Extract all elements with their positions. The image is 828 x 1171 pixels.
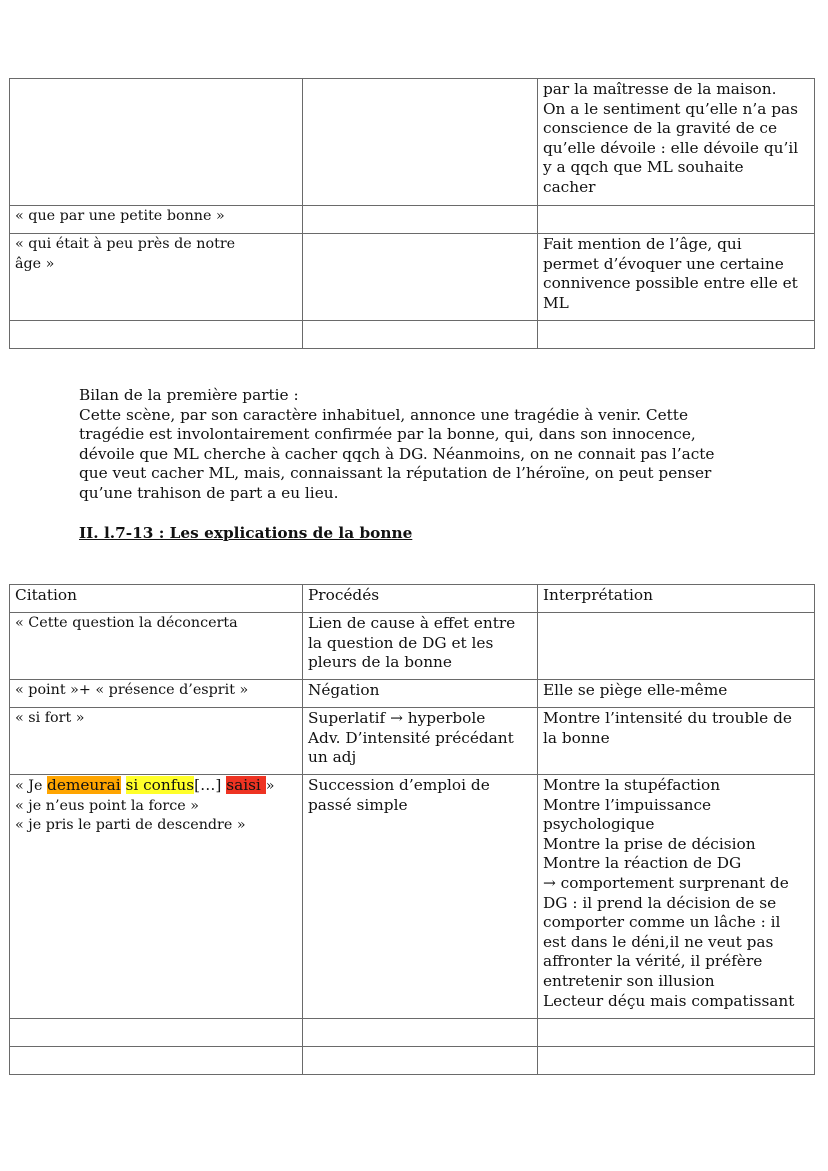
procedes-cell bbox=[303, 206, 538, 234]
procedes-cell bbox=[303, 708, 538, 775]
cell-line: psychologique bbox=[543, 815, 655, 834]
cell-line: y a qqch que ML souhaite bbox=[543, 158, 744, 177]
interpretation-cell bbox=[538, 321, 815, 349]
cell-line: pleurs de la bonne bbox=[308, 653, 452, 672]
interpretation-cell bbox=[538, 1047, 815, 1075]
citation-cell bbox=[10, 79, 303, 206]
cell-line: « Cette question la déconcerta bbox=[15, 615, 238, 631]
cell-line: Lien de cause à effet entre bbox=[308, 614, 516, 632]
citation-lines bbox=[15, 797, 297, 836]
interpretation-cell bbox=[538, 613, 815, 680]
cell-line: Superlatif → hyperbole bbox=[308, 709, 486, 727]
cell-line: la bonne bbox=[543, 728, 610, 747]
cell-line: Montre la réaction de DG bbox=[543, 854, 742, 873]
cell-line: Montre l’impuissance bbox=[543, 795, 712, 814]
interpretation-cell bbox=[538, 775, 815, 1019]
cell-line: « point »+ « présence d’esprit » bbox=[15, 682, 249, 698]
cell-line: comporter comme un lâche : il bbox=[543, 913, 781, 932]
citation-cell bbox=[10, 775, 303, 1019]
interpretation-cell bbox=[538, 79, 815, 206]
cell-line: Succession d’emploi de bbox=[308, 776, 490, 794]
cell-line: Montre la prise de décision bbox=[543, 834, 756, 853]
cell-line: On a le sentiment qu’elle n’a pas bbox=[543, 99, 798, 118]
summary-line: Cette scène, par son caractère inhabituel, annonce une tragédie à venir. Cette bbox=[79, 405, 688, 424]
table-row bbox=[10, 775, 815, 1019]
analysis-table bbox=[9, 584, 815, 1075]
procedes-cell bbox=[303, 680, 538, 708]
column-header-procedes: Procédés bbox=[303, 585, 538, 613]
interpretation-cell bbox=[538, 1019, 815, 1047]
table-row bbox=[10, 206, 815, 234]
interpretation-cell bbox=[538, 680, 815, 708]
summary-line: qu’une trahison de part a eu lieu. bbox=[79, 483, 339, 502]
cell-line: âge » bbox=[15, 255, 55, 272]
citation-cell bbox=[10, 234, 303, 321]
cell-line: qu’elle dévoile : elle dévoile qu’il bbox=[543, 138, 799, 157]
table-row bbox=[10, 680, 815, 708]
table-row bbox=[10, 1019, 815, 1047]
summary-line: dévoile que ML cherche à cacher qqch à DG. Néanmoins, on ne connait pas l’acte bbox=[79, 444, 715, 463]
column-header-interpretation: Interprétation bbox=[538, 585, 815, 613]
summary-title: Bilan de la première partie : bbox=[79, 386, 299, 404]
section-heading: II. l.7-13 : Les explications de la bonne bbox=[79, 524, 413, 542]
cell-line: la question de DG et les bbox=[308, 633, 494, 652]
summary-line: que veut cacher ML, mais, connaissant la réputation de l’héroïne, on peut penser bbox=[79, 464, 712, 483]
section-summary bbox=[79, 386, 759, 504]
cell-line: « si fort » bbox=[15, 710, 85, 726]
table-row bbox=[10, 708, 815, 775]
highlighted-quote-line: « Je demeurai si confus[…] saisi » bbox=[15, 776, 275, 794]
citation-cell bbox=[10, 613, 303, 680]
citation-cell bbox=[10, 680, 303, 708]
citation-cell bbox=[10, 321, 303, 349]
cell-line: Lecteur déçu mais compatissant bbox=[543, 991, 795, 1010]
cell-line: Montre la stupéfaction bbox=[543, 776, 721, 794]
cell-line: cacher bbox=[543, 177, 596, 196]
citation-cell bbox=[10, 708, 303, 775]
procedes-cell bbox=[303, 321, 538, 349]
cell-line: → comportement surprenant de bbox=[543, 873, 789, 892]
table-header-row bbox=[10, 585, 815, 613]
cell-line: « je pris le parti de descendre » bbox=[15, 817, 246, 834]
column-header-citation: Citation bbox=[10, 585, 303, 613]
cell-line: par la maîtresse de la maison. bbox=[543, 80, 777, 98]
cell-line: « je n’eus point la force » bbox=[15, 797, 199, 814]
cell-line: conscience de la gravité de ce bbox=[543, 119, 778, 138]
procedes-cell bbox=[303, 775, 538, 1019]
citation-cell bbox=[10, 206, 303, 234]
cell-line: est dans le déni,il ne veut pas bbox=[543, 932, 774, 951]
table-row bbox=[10, 321, 815, 349]
interpretation-cell bbox=[538, 234, 815, 321]
procedes-cell bbox=[303, 234, 538, 321]
citation-cell bbox=[10, 1047, 303, 1075]
table-row bbox=[10, 79, 815, 206]
cell-line: ML bbox=[543, 293, 569, 312]
cell-line: « qui était à peu près de notre bbox=[15, 236, 236, 252]
procedes-cell bbox=[303, 79, 538, 206]
table-row bbox=[10, 613, 815, 680]
interpretation-cell bbox=[538, 708, 815, 775]
cell-line: affronter la vérité, il préfère bbox=[543, 952, 763, 971]
cell-line: connivence possible entre elle et bbox=[543, 274, 798, 293]
cell-line: un adj bbox=[308, 748, 357, 767]
highlight-yellow: si confus bbox=[125, 776, 195, 794]
cell-line: permet d’évoquer une certaine bbox=[543, 254, 784, 273]
cell-line: Adv. D’intensité précédant bbox=[308, 728, 514, 747]
highlight-orange: demeurai bbox=[47, 776, 121, 794]
citation-cell bbox=[10, 1019, 303, 1047]
table-row bbox=[10, 234, 815, 321]
cell-line: Négation bbox=[308, 681, 380, 699]
cell-line: Elle se piège elle-même bbox=[543, 681, 728, 699]
procedes-cell bbox=[303, 613, 538, 680]
analysis-table-continued bbox=[9, 78, 815, 349]
procedes-cell bbox=[303, 1019, 538, 1047]
cell-line: Fait mention de l’âge, qui bbox=[543, 235, 742, 253]
summary-line: tragédie est involontairement confirmée par la bonne, qui, dans son innocence, bbox=[79, 425, 696, 444]
procedes-cell bbox=[303, 1047, 538, 1075]
cell-line: « que par une petite bonne » bbox=[15, 208, 225, 224]
highlight-red: saisi bbox=[226, 776, 266, 794]
interpretation-cell bbox=[538, 206, 815, 234]
table-row bbox=[10, 1047, 815, 1075]
cell-line: Montre l’intensité du trouble de bbox=[543, 709, 792, 727]
cell-line: DG : il prend la décision de se bbox=[543, 893, 777, 912]
cell-line: passé simple bbox=[308, 795, 408, 814]
cell-line: entretenir son illusion bbox=[543, 971, 715, 990]
